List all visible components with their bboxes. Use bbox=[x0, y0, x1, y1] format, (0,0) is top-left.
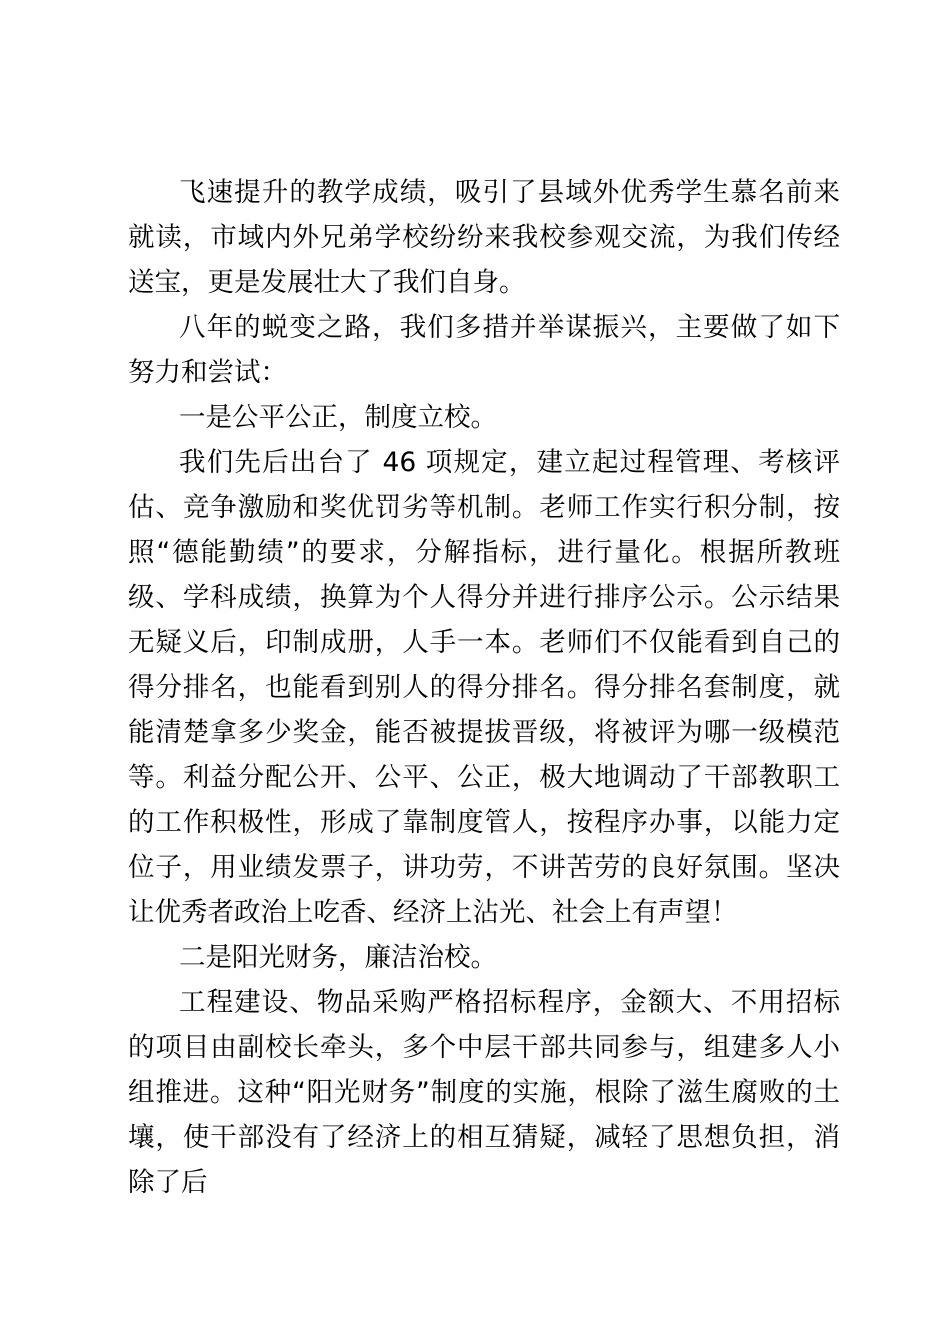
paragraph-transformation-intro: 八年的蜕变之路，我们多措并举谋振兴，主要做了如下努力和尝试： bbox=[128, 312, 840, 388]
heading-transparent-finance: 二是阳光财务，廉洁治校。 bbox=[179, 942, 497, 973]
document-body bbox=[128, 170, 840, 1205]
paragraph-enrollment-results: 飞速提升的教学成绩，吸引了县域外优秀学生慕名前来就读，市域内外兄弟学校纷纷来我校参观交流，为我们传经送宝，更是发展壮大了我们自身。 bbox=[128, 177, 840, 298]
heading-fairness-system: 一是公平公正，制度立校。 bbox=[179, 402, 497, 433]
paragraph-procurement: 工程建设、物品采购严格招标程序，金额大、不用招标的项目由副校长牵头，多个中层干部共同参与，组建多人小组推进。这种“阳光财务”制度的实施，根除了滋生腐败的土壤，使干部没有了经济上的相互猜疑，减轻了思想负担，消除了后 bbox=[128, 987, 840, 1198]
paragraph-regulations: 我们先后出台了 46 项规定，建立起过程管理、考核评估、竞争激励和奖优罚劣等机制。老师工作实行积分制，按照“德能勤绩”的要求，分解指标，进行量化。根据所教班级、学科成绩，换算为个人得分并进行排序公示。公示结果无疑义后，印制成册，人手一本。老师们不仅能看到自己的得分排名，也能看到别人的得分排名。得分排名套制度，就能清楚拿多少奖金，能否被提拔晋级，将被评为哪一级模范等。利益分配公开、公平、公正，极大地调动了干部教职工的工作积极性，形成了靠制度管人，按程序办事，以能力定位子，用业绩发票子，讲功劳，不讲苦劳的良好氛围。坚决让优秀者政治上吃香、经济上沾光、社会上有声望！ bbox=[128, 447, 840, 928]
